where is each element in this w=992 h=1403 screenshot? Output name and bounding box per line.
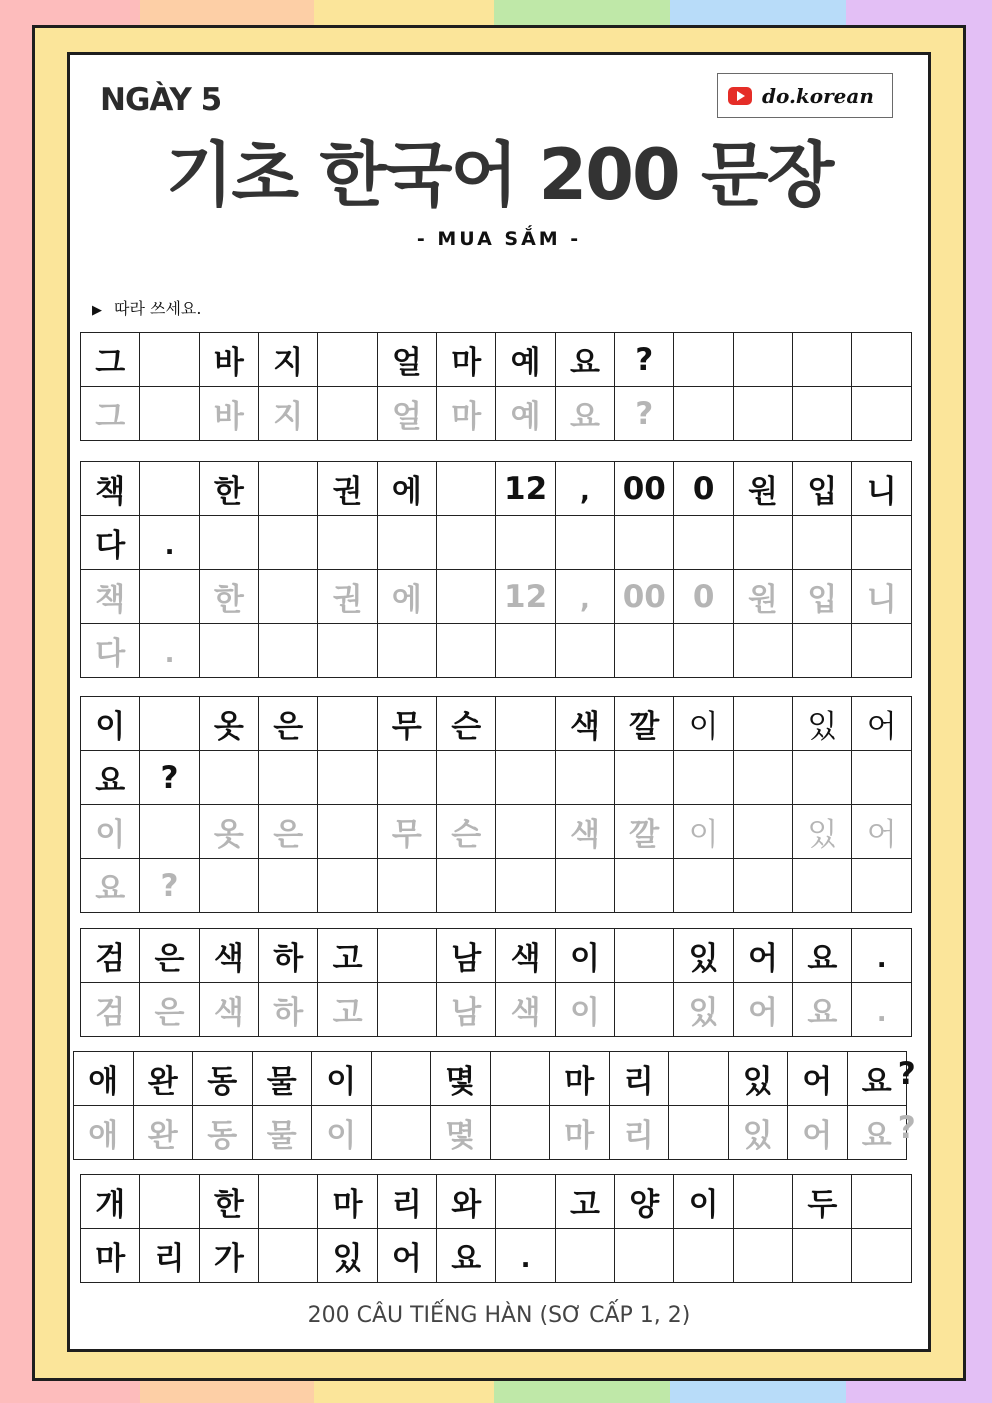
grid-cell[interactable]: .	[496, 1229, 555, 1283]
page-subtitle: - MUA SẮM -	[416, 228, 582, 250]
grid-cell[interactable]: 색	[555, 805, 614, 859]
grid-cell[interactable]	[852, 387, 912, 441]
grid-cell[interactable]	[259, 570, 318, 624]
grid-cell[interactable]: 마	[318, 1175, 377, 1229]
grid-cell[interactable]	[852, 751, 912, 805]
grid-cell[interactable]: .	[140, 516, 199, 570]
model-row	[81, 462, 912, 516]
grid-cell[interactable]: 에	[377, 570, 436, 624]
grid-cell[interactable]	[377, 751, 436, 805]
grid-cell[interactable]	[140, 462, 199, 516]
grid-cell[interactable]	[259, 751, 318, 805]
grid-cell[interactable]: 두	[793, 1175, 852, 1229]
youtube-channel-badge[interactable]	[717, 73, 893, 118]
grid-cell[interactable]	[733, 751, 792, 805]
grid-cell[interactable]: 색	[496, 983, 555, 1037]
grid-cell[interactable]: 리	[609, 1106, 669, 1160]
grid-cell[interactable]	[615, 929, 674, 983]
grid-cell[interactable]: 남	[437, 983, 496, 1037]
grid-cell[interactable]: 입	[793, 462, 852, 516]
grid-cell[interactable]	[437, 570, 496, 624]
grid-cell[interactable]: 그	[81, 333, 140, 387]
grid-cell[interactable]	[199, 516, 258, 570]
exercise-grid-3	[80, 696, 912, 913]
grid-cell[interactable]: 고	[318, 983, 377, 1037]
grid-cell[interactable]: 마	[437, 387, 496, 441]
grid-cell[interactable]: 요	[81, 751, 140, 805]
grid-cell[interactable]	[318, 859, 377, 913]
grid-cell[interactable]	[199, 859, 258, 913]
grid-cell[interactable]: 어	[852, 697, 912, 751]
grid-cell[interactable]	[669, 1106, 729, 1160]
model-row	[81, 333, 912, 387]
grid-cell[interactable]: 어	[852, 805, 912, 859]
grid-cell[interactable]	[852, 859, 912, 913]
grid-cell[interactable]	[437, 624, 496, 678]
instruction-text: 따라 쓰세요.	[114, 299, 202, 318]
grid-cell[interactable]: ?	[615, 333, 674, 387]
grid-cell[interactable]: .	[852, 929, 912, 983]
grid-cell[interactable]: 있	[728, 1106, 788, 1160]
grid-cell[interactable]	[733, 333, 792, 387]
grid-cell[interactable]	[555, 1229, 614, 1283]
grid-cell[interactable]: ?	[140, 751, 199, 805]
grid-cell[interactable]: 한	[199, 462, 258, 516]
grid-cell[interactable]	[674, 1229, 733, 1283]
grid-cell[interactable]	[377, 516, 436, 570]
grid-cell[interactable]	[615, 859, 674, 913]
grid-cell[interactable]	[377, 983, 436, 1037]
grid-cell[interactable]: 예	[496, 387, 555, 441]
grid-cell[interactable]	[199, 751, 258, 805]
grid-cell[interactable]: .	[140, 624, 199, 678]
grid-cell[interactable]: 요	[437, 1229, 496, 1283]
grid-cell[interactable]: 있	[728, 1052, 788, 1106]
grid-cell[interactable]: 애	[74, 1106, 134, 1160]
grid-cell[interactable]: 물	[252, 1106, 312, 1160]
grid-cell[interactable]	[318, 516, 377, 570]
grid-cell[interactable]: 다	[81, 624, 140, 678]
grid-cell[interactable]: 0	[674, 570, 733, 624]
grid-cell[interactable]: 얼	[377, 333, 436, 387]
grid-cell[interactable]: 요	[793, 929, 852, 983]
grid-cell[interactable]: 가	[199, 1229, 258, 1283]
grid-cell[interactable]: 권	[318, 570, 377, 624]
grid-cell[interactable]	[496, 859, 555, 913]
grid-cell[interactable]	[496, 751, 555, 805]
grid-cell[interactable]: 한	[199, 1175, 258, 1229]
grid-cell[interactable]	[437, 462, 496, 516]
grid-cell[interactable]: 한	[199, 570, 258, 624]
grid-cell[interactable]	[733, 805, 792, 859]
grid-cell[interactable]: 슨	[437, 697, 496, 751]
grid-cell[interactable]: 은	[140, 929, 199, 983]
grid-cell[interactable]: .	[852, 983, 912, 1037]
grid-cell[interactable]	[377, 624, 436, 678]
grid-cell[interactable]: 입	[793, 570, 852, 624]
grid-cell[interactable]: 지	[259, 387, 318, 441]
grid-cell[interactable]: ,	[555, 570, 614, 624]
grid-cell[interactable]: 개	[81, 1175, 140, 1229]
grid-cell[interactable]	[496, 516, 555, 570]
grid-cell[interactable]	[199, 624, 258, 678]
grid-cell[interactable]: 양	[615, 1175, 674, 1229]
grid-cell[interactable]	[733, 1175, 792, 1229]
grid-cell[interactable]	[847, 1106, 916, 1160]
grid-cell[interactable]	[496, 1175, 555, 1229]
grid-cell[interactable]	[318, 805, 377, 859]
grid-cell[interactable]	[615, 983, 674, 1037]
grid-cell[interactable]	[674, 516, 733, 570]
grid-cell[interactable]	[140, 387, 199, 441]
grid-cell[interactable]	[318, 333, 377, 387]
grid-cell[interactable]	[793, 859, 852, 913]
grid-cell[interactable]: 요	[793, 983, 852, 1037]
grid-cell[interactable]: 슨	[437, 805, 496, 859]
grid-cell[interactable]: 은	[259, 697, 318, 751]
grid-cell[interactable]	[259, 1229, 318, 1283]
model-row	[81, 929, 912, 983]
grid-cell[interactable]: 바	[199, 387, 258, 441]
grid-cell[interactable]: 어	[788, 1106, 848, 1160]
grid-cell[interactable]	[615, 1229, 674, 1283]
grid-cell[interactable]	[371, 1052, 431, 1106]
grid-cell[interactable]: 몇	[431, 1052, 491, 1106]
grid-cell[interactable]	[140, 570, 199, 624]
grid-cell[interactable]: 리	[609, 1052, 669, 1106]
grid-cell[interactable]: 있	[318, 1229, 377, 1283]
grid-cell[interactable]: 이	[674, 805, 733, 859]
grid-cell[interactable]: 바	[199, 333, 258, 387]
exercise-grid-2	[80, 461, 912, 678]
grid-cell[interactable]	[852, 1229, 912, 1283]
grid-cell[interactable]: 와	[437, 1175, 496, 1229]
trace-row	[81, 624, 912, 678]
grid-cell[interactable]: 마	[550, 1052, 610, 1106]
grid-cell[interactable]	[852, 624, 912, 678]
grid-cell[interactable]	[674, 333, 733, 387]
grid-cell[interactable]: 있	[793, 697, 852, 751]
grid-cell[interactable]: 리	[377, 1175, 436, 1229]
grid-cell[interactable]: 은	[259, 805, 318, 859]
grid-cell[interactable]: 요	[555, 387, 614, 441]
grid-cell[interactable]: 책	[81, 462, 140, 516]
grid-cell[interactable]	[259, 859, 318, 913]
grid-cell[interactable]	[852, 333, 912, 387]
grid-cell[interactable]: 검	[81, 929, 140, 983]
grid-cell[interactable]: 고	[318, 929, 377, 983]
grid-cell[interactable]: 색	[496, 929, 555, 983]
grid-cell[interactable]: 어	[733, 929, 792, 983]
model-row	[81, 516, 912, 570]
grid-cell[interactable]: 동	[193, 1052, 253, 1106]
grid-cell[interactable]: 니	[852, 462, 912, 516]
grid-cell[interactable]: 에	[377, 462, 436, 516]
grid-cell[interactable]	[318, 751, 377, 805]
grid-cell[interactable]: 하	[259, 929, 318, 983]
cell-glyph: 요	[861, 1064, 892, 1100]
grid-cell[interactable]: 0	[674, 462, 733, 516]
grid-cell[interactable]: 마	[437, 333, 496, 387]
grid-cell[interactable]	[318, 387, 377, 441]
grid-cell[interactable]: 12	[496, 570, 555, 624]
grid-cell[interactable]: 이	[674, 697, 733, 751]
grid-cell[interactable]	[615, 751, 674, 805]
grid-cell[interactable]	[793, 516, 852, 570]
grid-cell[interactable]	[793, 751, 852, 805]
grid-cell[interactable]: 옷	[199, 697, 258, 751]
grid-cell[interactable]	[674, 859, 733, 913]
grid-cell[interactable]: 00	[615, 570, 674, 624]
grid-cell[interactable]: 색	[199, 983, 258, 1037]
overflow-glyph: ?	[897, 1110, 916, 1146]
grid-cell[interactable]: 이	[81, 805, 140, 859]
grid-cell[interactable]: 남	[437, 929, 496, 983]
grid-cell[interactable]: 고	[555, 1175, 614, 1229]
youtube-icon	[728, 87, 752, 105]
grid-cell[interactable]: 검	[81, 983, 140, 1037]
grid-cell[interactable]	[852, 516, 912, 570]
model-row	[81, 697, 912, 751]
model-row	[81, 1229, 912, 1283]
grid-cell[interactable]	[669, 1052, 729, 1106]
grid-cell[interactable]	[140, 805, 199, 859]
grid-cell[interactable]	[733, 859, 792, 913]
grid-cell[interactable]	[259, 516, 318, 570]
grid-cell[interactable]	[793, 387, 852, 441]
page-title: 기초 한국어 200 문장	[165, 134, 833, 216]
grid-cell[interactable]: 이	[312, 1106, 372, 1160]
grid-cell[interactable]: 있	[674, 983, 733, 1037]
grid-cell[interactable]	[140, 697, 199, 751]
grid-cell[interactable]	[377, 859, 436, 913]
grid-cell[interactable]: 은	[140, 983, 199, 1037]
grid-cell[interactable]: 물	[252, 1052, 312, 1106]
grid-cell[interactable]	[496, 805, 555, 859]
grid-cell[interactable]	[733, 697, 792, 751]
grid-cell[interactable]	[437, 859, 496, 913]
overflow-glyph: ?	[897, 1056, 916, 1092]
grid-cell[interactable]: 있	[674, 929, 733, 983]
grid-cell[interactable]: 애	[74, 1052, 134, 1106]
grid-cell[interactable]: 그	[81, 387, 140, 441]
grid-cell[interactable]: 지	[259, 333, 318, 387]
grid-cell[interactable]	[496, 697, 555, 751]
grid-cell[interactable]: 깔	[615, 697, 674, 751]
grid-cell[interactable]: 책	[81, 570, 140, 624]
grid-cell[interactable]: 하	[259, 983, 318, 1037]
grid-cell[interactable]: 동	[193, 1106, 253, 1160]
grid-cell[interactable]: 무	[377, 697, 436, 751]
grid-cell[interactable]: 원	[733, 570, 792, 624]
grid-cell[interactable]: 이	[674, 1175, 733, 1229]
grid-cell[interactable]: 깔	[615, 805, 674, 859]
grid-cell[interactable]	[852, 1175, 912, 1229]
model-row	[74, 1052, 907, 1106]
grid-cell[interactable]	[140, 333, 199, 387]
grid-cell[interactable]: 어	[377, 1229, 436, 1283]
grid-cell[interactable]	[490, 1106, 550, 1160]
grid-cell[interactable]	[140, 1175, 199, 1229]
grid-cell[interactable]	[555, 859, 614, 913]
grid-cell[interactable]	[555, 516, 614, 570]
trace-row	[81, 983, 912, 1037]
exercise-grid-5	[73, 1051, 916, 1160]
grid-cell[interactable]: 마	[81, 1229, 140, 1283]
footer-text: 200 CÂU TIẾNG HÀN (SƠ CẤP 1, 2)	[307, 1303, 691, 1328]
grid-cell[interactable]	[793, 624, 852, 678]
grid-cell[interactable]	[847, 1052, 916, 1106]
grid-cell[interactable]	[674, 751, 733, 805]
grid-cell[interactable]: 옷	[199, 805, 258, 859]
grid-cell[interactable]: ?	[140, 859, 199, 913]
grid-cell[interactable]: 원	[733, 462, 792, 516]
trace-row	[74, 1106, 907, 1160]
grid-cell[interactable]	[793, 1229, 852, 1283]
grid-cell[interactable]: 예	[496, 333, 555, 387]
grid-cell[interactable]	[437, 516, 496, 570]
grid-cell[interactable]: 리	[140, 1229, 199, 1283]
grid-cell[interactable]: 완	[133, 1052, 193, 1106]
cell-glyph: 요	[861, 1118, 892, 1154]
model-row	[81, 751, 912, 805]
grid-cell[interactable]	[490, 1052, 550, 1106]
grid-cell[interactable]	[555, 624, 614, 678]
grid-cell[interactable]	[615, 624, 674, 678]
grid-cell[interactable]	[733, 516, 792, 570]
grid-cell[interactable]: 권	[318, 462, 377, 516]
grid-cell[interactable]: 색	[199, 929, 258, 983]
grid-cell[interactable]: 요	[555, 333, 614, 387]
grid-cell[interactable]: 이	[81, 697, 140, 751]
grid-cell[interactable]: 어	[788, 1052, 848, 1106]
model-row	[81, 1175, 912, 1229]
grid-cell[interactable]	[733, 1229, 792, 1283]
exercise-grid-4	[80, 928, 912, 1037]
exercise-grid-6	[80, 1174, 912, 1283]
grid-cell[interactable]	[318, 697, 377, 751]
grid-cell[interactable]: 완	[133, 1106, 193, 1160]
grid-cell[interactable]: 마	[550, 1106, 610, 1160]
grid-cell[interactable]	[318, 624, 377, 678]
grid-cell[interactable]	[259, 1175, 318, 1229]
grid-cell[interactable]: 어	[733, 983, 792, 1037]
grid-cell[interactable]	[733, 624, 792, 678]
grid-cell[interactable]: ,	[555, 462, 614, 516]
grid-cell[interactable]	[793, 333, 852, 387]
grid-cell[interactable]: 이	[555, 983, 614, 1037]
grid-cell[interactable]	[496, 624, 555, 678]
grid-cell[interactable]: 요	[81, 859, 140, 913]
instruction	[92, 296, 201, 319]
play-triangle-icon: ▶	[92, 303, 102, 318]
grid-cell[interactable]	[259, 462, 318, 516]
grid-cell[interactable]: 있	[793, 805, 852, 859]
grid-cell[interactable]	[674, 624, 733, 678]
grid-cell[interactable]	[733, 387, 792, 441]
grid-cell[interactable]	[555, 751, 614, 805]
grid-cell[interactable]	[377, 929, 436, 983]
channel-name: do.korean	[762, 83, 874, 108]
grid-cell[interactable]	[437, 751, 496, 805]
grid-cell[interactable]: 색	[555, 697, 614, 751]
grid-cell[interactable]	[259, 624, 318, 678]
grid-cell[interactable]	[371, 1106, 431, 1160]
grid-cell[interactable]: 다	[81, 516, 140, 570]
trace-row	[81, 805, 912, 859]
trace-row	[81, 387, 912, 441]
trace-row	[81, 570, 912, 624]
grid-cell[interactable]: ?	[615, 387, 674, 441]
grid-cell[interactable]	[674, 387, 733, 441]
trace-row	[81, 859, 912, 913]
grid-cell[interactable]: 12	[496, 462, 555, 516]
grid-cell[interactable]: 이	[555, 929, 614, 983]
exercise-grid-1	[80, 332, 912, 441]
grid-cell[interactable]: 00	[615, 462, 674, 516]
grid-cell[interactable]: 니	[852, 570, 912, 624]
grid-cell[interactable]: 얼	[377, 387, 436, 441]
grid-cell[interactable]: 몇	[431, 1106, 491, 1160]
grid-cell[interactable]: 무	[377, 805, 436, 859]
grid-cell[interactable]: 이	[312, 1052, 372, 1106]
day-label: NGÀY 5	[100, 82, 222, 118]
grid-cell[interactable]	[615, 516, 674, 570]
